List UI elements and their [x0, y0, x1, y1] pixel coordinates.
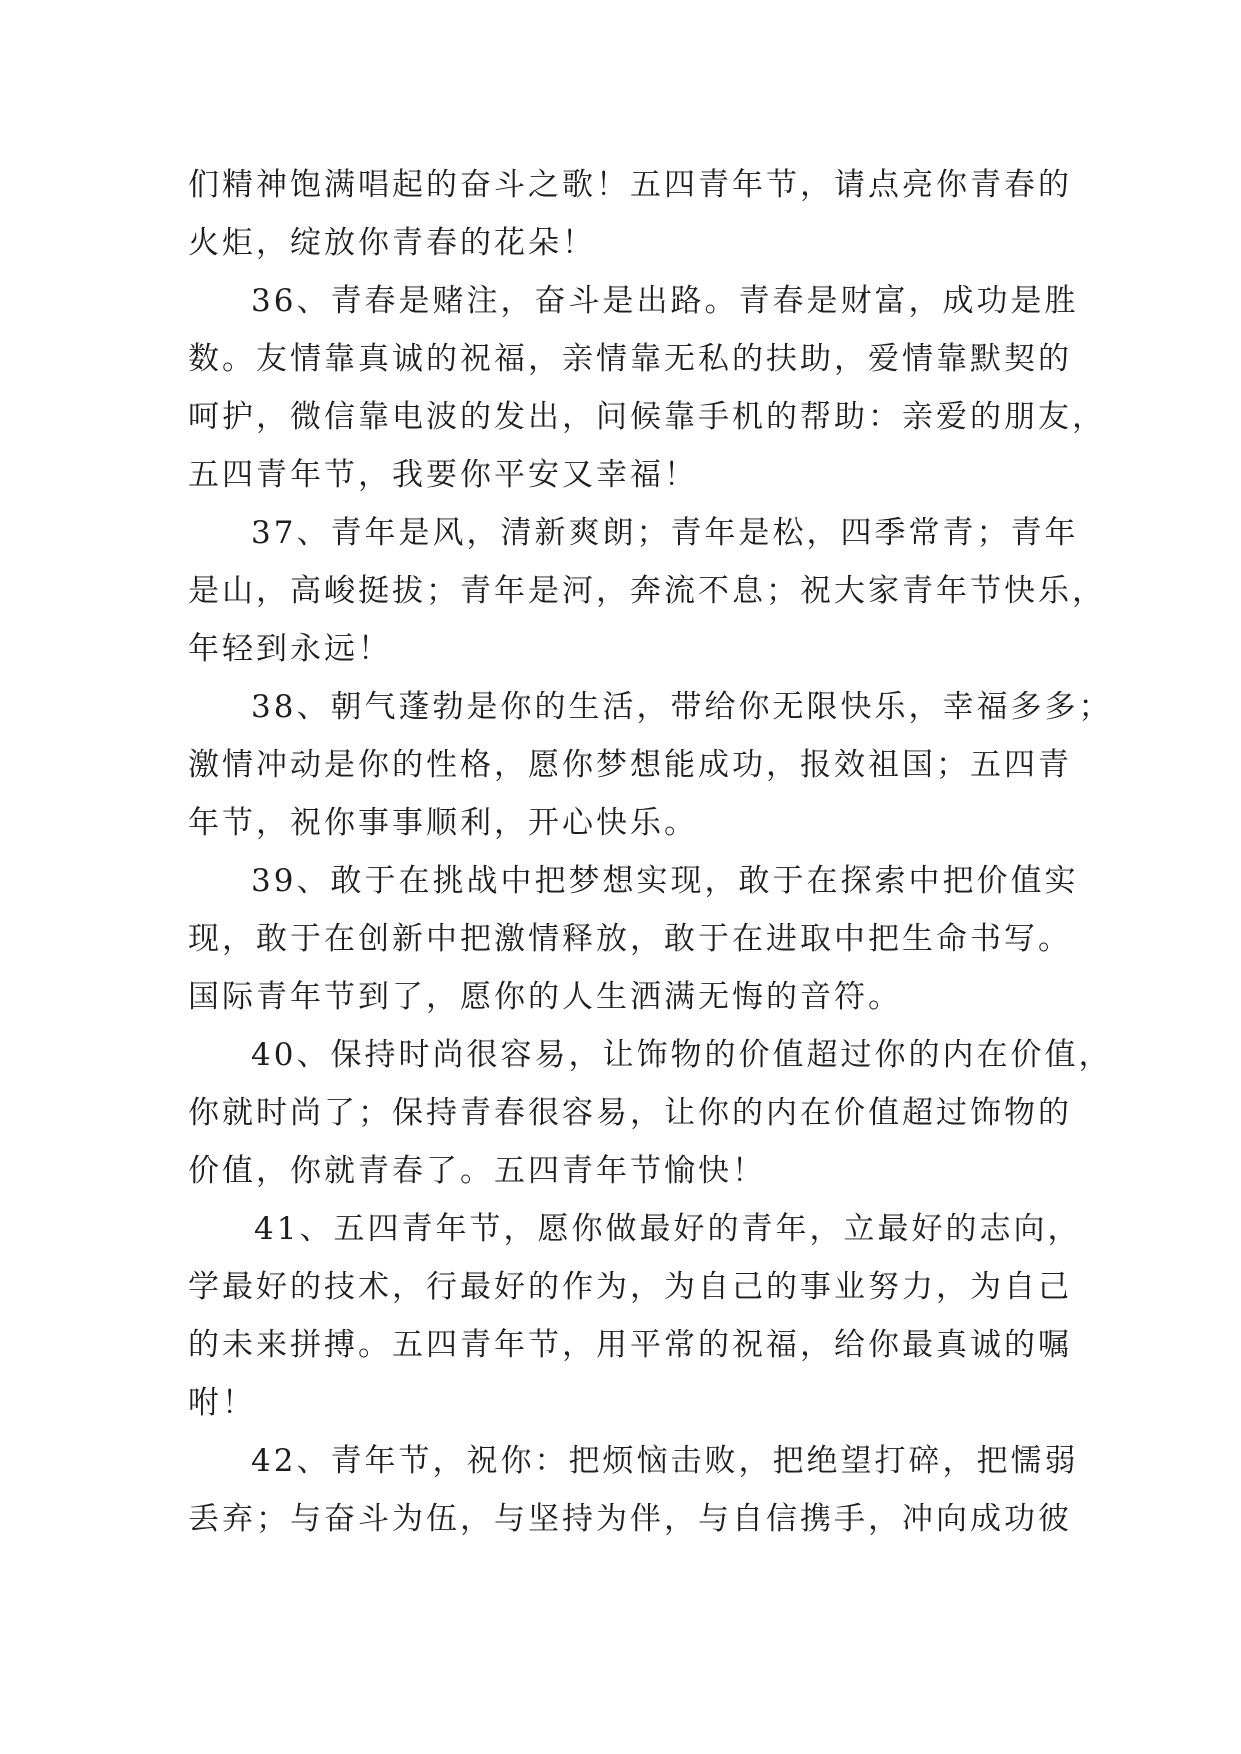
text-line: 38、朝气蓬勃是你的生活，带给你无限快乐，幸福多多； [251, 689, 1113, 725]
paragraph-41 [188, 1200, 1082, 1432]
text-line: 五四青年节，我要你平安又幸福！ [188, 457, 698, 493]
text-line: 年轻到永远！ [188, 631, 392, 667]
text-line: 国际青年节到了，愿你的人生洒满无悔的音符。 [188, 979, 902, 1015]
text-line: 现，敢于在创新中把激情释放，敢于在进取中把生命书写。 [188, 921, 1072, 957]
text-line: 41、五四青年节，愿你做最好的青年，立最好的志向， [254, 1211, 1082, 1247]
text-line: 火炬，绽放你青春的花朵！ [188, 225, 596, 261]
text-line: 42、青年节，祝你：把烦恼击败，把绝望打碎，把懦弱 [251, 1443, 1079, 1479]
text-line: 39、敢于在挑战中把梦想实现，敢于在探索中把价值实 [251, 863, 1079, 899]
text-line: 年节，祝你事事顺利，开心快乐。 [188, 805, 698, 841]
paragraph-40 [188, 1026, 1113, 1200]
text-line: 的未来拼搏。五四青年节，用平常的祝福，给你最真诚的嘱 [188, 1327, 1072, 1363]
text-line: 40、保持时尚很容易，让饰物的价值超过你的内在价值， [251, 1037, 1113, 1073]
paragraph-38 [188, 678, 1113, 852]
paragraph-42 [188, 1432, 1079, 1548]
paragraph-36 [188, 272, 1106, 504]
text-line: 们精神饱满唱起的奋斗之歌！五四青年节，请点亮你青春的 [188, 167, 1072, 203]
document-body [188, 156, 1113, 1548]
text-line: 是山，高峻挺拔；青年是河，奔流不息；祝大家青年节快乐， [188, 573, 1106, 609]
paragraph-39 [188, 852, 1079, 1026]
text-line: 价值，你就青春了。五四青年节愉快！ [188, 1153, 766, 1189]
paragraph-37 [188, 504, 1106, 678]
text-line: 咐！ [188, 1385, 256, 1421]
text-line: 激情冲动是你的性格，愿你梦想能成功，报效祖国；五四青 [188, 747, 1072, 783]
text-line: 数。友情靠真诚的祝福，亲情靠无私的扶助，爱情靠默契的 [188, 341, 1072, 377]
text-line: 学最好的技术，行最好的作为，为自己的事业努力，为自己 [188, 1269, 1072, 1305]
text-line: 你就时尚了；保持青春很容易，让你的内在价值超过饰物的 [188, 1095, 1072, 1131]
text-line: 37、青年是风，清新爽朗；青年是松，四季常青；青年 [251, 515, 1079, 551]
text-line: 36、青春是赌注，奋斗是出路。青春是财富，成功是胜 [251, 283, 1079, 319]
paragraph-continuation [188, 156, 1072, 272]
text-line: 丢弃；与奋斗为伍，与坚持为伴，与自信携手，冲向成功彼 [188, 1501, 1072, 1537]
text-line: 呵护，微信靠电波的发出，问候靠手机的帮助：亲爱的朋友， [188, 399, 1106, 435]
